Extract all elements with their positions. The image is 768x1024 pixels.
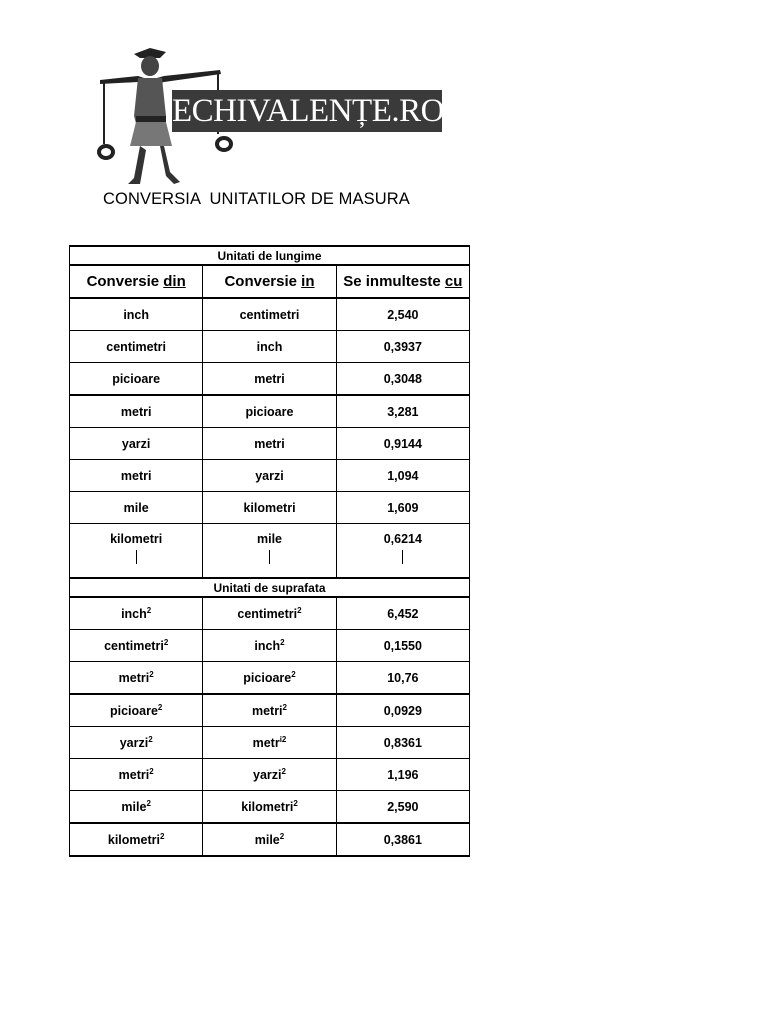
cell-from: metri [70, 460, 203, 492]
cell-factor: 0,3861 [336, 823, 469, 856]
cell-factor: 0,3937 [336, 331, 469, 363]
cell-to-exponent: 2 [297, 605, 302, 615]
cell-factor: 2,590 [336, 791, 469, 824]
table-row [70, 492, 470, 524]
table-row [70, 298, 470, 331]
cell-from: centimetri [70, 331, 203, 363]
cell-factor: 3,281 [336, 395, 469, 428]
cell-from [70, 524, 203, 579]
table-row [70, 662, 470, 695]
cell-to: metri [203, 363, 336, 396]
cell-from [70, 630, 203, 662]
cell-factor: 1,609 [336, 492, 469, 524]
table-row [70, 727, 470, 759]
cell-to-text: inch [254, 638, 281, 653]
cell-from-text: picioare [109, 703, 158, 718]
cell-to: yarzi [203, 460, 336, 492]
cell-to-exponent: i2 [279, 734, 287, 744]
cell-factor: 10,76 [336, 662, 469, 695]
cell-to-text: mile [254, 832, 280, 847]
table-row [70, 428, 470, 460]
logo-wordmark: ECHIVALENȚE.RO [172, 90, 442, 132]
cell-factor: 0,9144 [336, 428, 469, 460]
cell-from: yarzi [70, 428, 203, 460]
page-title: CONVERSIA UNITATILOR DE MASURA [103, 190, 410, 208]
cell-to-exponent: 2 [280, 637, 285, 647]
cell-to: inch [203, 331, 336, 363]
cell-from [70, 759, 203, 791]
cell-from-exponent: 2 [149, 766, 154, 776]
header-from-word: din [163, 273, 186, 290]
cell-from-exponent: 2 [157, 702, 163, 712]
cell-from [70, 727, 203, 759]
tick-mark [136, 550, 137, 564]
cell-from-text: inch [121, 606, 147, 621]
cell-to-text: kilometri [241, 799, 294, 814]
table-row [70, 823, 470, 856]
cell-from-text: centimetri [104, 638, 164, 653]
header-multiply [336, 265, 469, 298]
cell-from-text: kilometri [107, 832, 160, 847]
cell-to: centimetri [203, 298, 336, 331]
cell-to: kilometri [203, 492, 336, 524]
area-section-title: Unitati de suprafata [70, 578, 470, 597]
cell-factor-text: 0,6214 [383, 532, 422, 546]
table-row [70, 694, 470, 727]
header-from [70, 265, 203, 298]
cell-factor: 0,3048 [336, 363, 469, 396]
cell-to-exponent: 2 [293, 798, 298, 808]
cell-to [203, 524, 336, 579]
cell-to [203, 597, 336, 630]
cell-to [203, 791, 336, 824]
table-row [70, 460, 470, 492]
cell-to-exponent: 2 [282, 702, 287, 712]
area-section-header [70, 578, 470, 597]
table-row [70, 331, 470, 363]
cell-from [70, 823, 203, 856]
cell-to [203, 823, 336, 856]
cell-from [70, 597, 203, 630]
cell-from-text: mile [121, 799, 147, 814]
cell-to: picioare [203, 395, 336, 428]
cell-to-text: mile [256, 532, 282, 546]
cell-from [70, 791, 203, 824]
table-row [70, 363, 470, 396]
table-row [70, 395, 470, 428]
length-section-header [70, 246, 470, 265]
table-row [70, 630, 470, 662]
cell-from-text: metri [118, 670, 150, 685]
cell-to: metri [203, 428, 336, 460]
tick-mark [402, 550, 403, 564]
cell-to [203, 759, 336, 791]
cell-from: picioare [70, 363, 203, 396]
cell-factor [336, 524, 469, 579]
cell-to-text: picioare [243, 670, 292, 685]
cell-from-text: yarzi [119, 735, 149, 750]
cell-from-exponent: 2 [148, 734, 153, 744]
header-to [203, 265, 336, 298]
cell-from-text: metri [118, 767, 150, 782]
site-logo [90, 46, 446, 188]
cell-to-text: metri [251, 703, 283, 718]
cell-to-text: metr [252, 735, 280, 750]
table-row [70, 759, 470, 791]
cell-from-exponent: 2 [146, 605, 152, 615]
cell-from-exponent: 2 [163, 637, 169, 647]
cell-from: inch [70, 298, 203, 331]
cell-factor: 2,540 [336, 298, 469, 331]
cell-from [70, 662, 203, 695]
cell-to [203, 694, 336, 727]
tick-mark [269, 550, 270, 564]
cell-factor: 1,094 [336, 460, 469, 492]
cell-factor: 1,196 [336, 759, 469, 791]
conversion-table [69, 245, 470, 857]
header-multiply-prefix: Se inmulteste [343, 273, 445, 290]
cell-factor: 6,452 [336, 597, 469, 630]
cell-to [203, 727, 336, 759]
cell-to [203, 662, 336, 695]
length-section-title: Unitati de lungime [70, 246, 470, 265]
header-from-prefix: Conversie [86, 273, 164, 290]
header-multiply-word: cu [444, 273, 463, 290]
cell-to [203, 630, 336, 662]
cell-to-exponent: 2 [281, 766, 286, 776]
cell-from [70, 694, 203, 727]
cell-to-text: yarzi [253, 767, 282, 782]
cell-from-exponent: 2 [146, 798, 151, 808]
cell-to-exponent: 2 [279, 831, 285, 841]
table-row [70, 791, 470, 824]
cell-from-text: kilometri [110, 532, 163, 546]
cell-from-exponent: 2 [159, 831, 165, 841]
table-row [70, 597, 470, 630]
cell-from-exponent: 2 [149, 669, 154, 679]
header-to-prefix: Conversie [224, 273, 302, 290]
table-row [70, 524, 470, 579]
cell-factor: 0,8361 [336, 727, 469, 759]
cell-factor: 0,0929 [336, 694, 469, 727]
cell-from: metri [70, 395, 203, 428]
cell-factor: 0,1550 [336, 630, 469, 662]
cell-to-exponent: 2 [291, 669, 296, 679]
header-to-word: in [301, 273, 315, 290]
table-header-row [70, 265, 470, 298]
cell-to-text: centimetri [237, 606, 298, 621]
cell-from: mile [70, 492, 203, 524]
